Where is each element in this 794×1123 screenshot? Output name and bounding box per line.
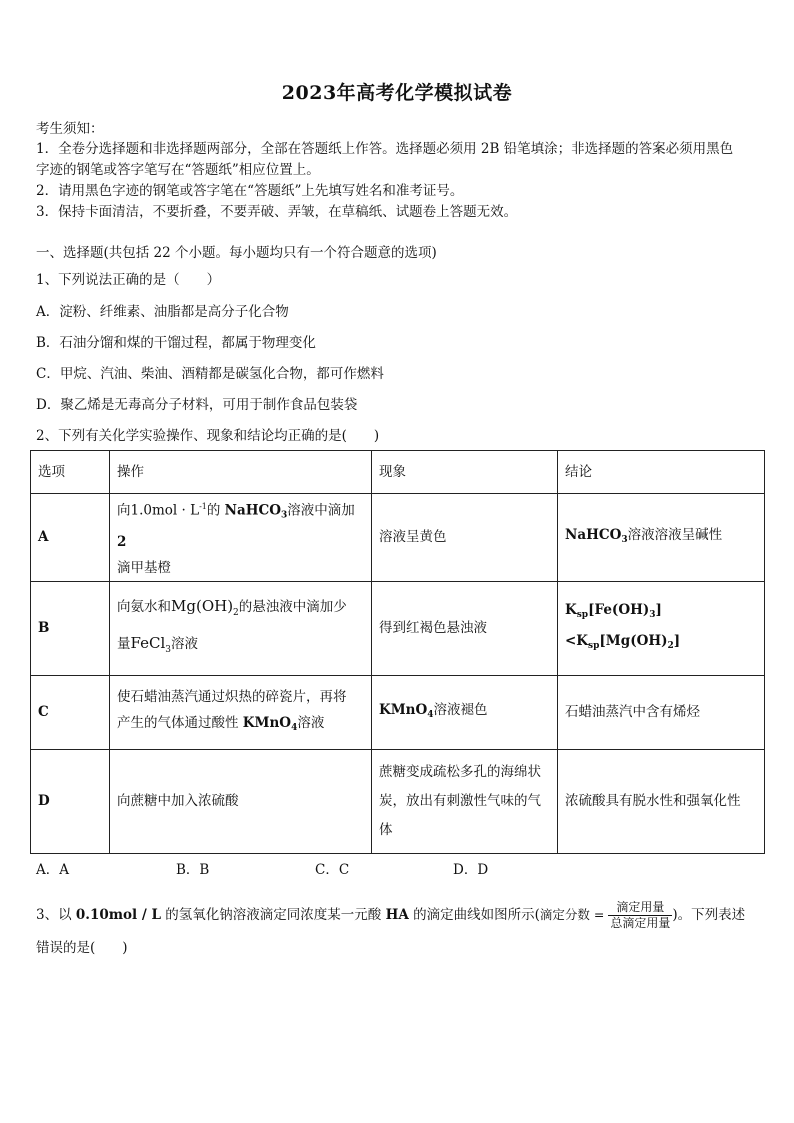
question-2-option-d: D．D [453,862,489,878]
question-1-option-c: C．甲烷、汽油、柴油、酒精都是碳氢化合物，都可作燃料 [36,366,384,382]
row-d-ph-line3: 体 [379,821,393,838]
notice-line-3: 3．保持卡面清洁，不要折叠，不要弄破、弄皱，在草稿纸、试题卷上答题无效。 [36,204,518,220]
table-row-b [31,581,765,675]
row-a-op-sub: 3 [281,510,288,521]
question-2-option-b: B．B [176,862,210,878]
row-b-op-pre: 向氨水和 [117,599,171,615]
section-heading: 一、选择题(共包括 22 个小题。每小题均只有一个符合题意的选项) [36,245,437,261]
table-header-row [31,451,765,494]
q3-mid2: 的滴定曲线如图所示( [408,907,540,923]
row-b-conc-sp1: sp [576,610,589,620]
q3-frac-numerator: 滴定用量 [608,900,672,916]
question-1-option-a: A．淀粉、纤维素、油脂都是高分子化合物 [36,304,289,320]
row-a-conc-sub: 3 [621,534,628,545]
row-c-conclusion: 石蜡油蒸汽中含有烯烃 [558,675,765,749]
notice-line-1b: 字迹的钢笔或答字笔写在“答题纸”相应位置上。 [36,162,320,178]
row-d-phenomenon [372,749,558,853]
row-a-op-num: 2 [117,533,127,550]
q3-frac-denominator: 总滴定用量 [610,916,671,930]
row-b-op-sub: 2 [233,608,239,618]
row-d-ph-line2: 炭，放出有刺激性气味的气 [379,792,541,809]
row-a-op-post: 溶液中滴加 [287,502,355,519]
header-operation: 操作 [110,451,372,494]
row-a-conclusion [558,494,765,582]
row-b-conc-s2: 2 [667,641,674,651]
row-a-conc-chem: NaHCO [565,526,622,543]
q3-conc: 0.10mol / L [75,907,162,923]
row-a-op-pre: 向1.0mol · L [117,502,200,519]
row-a-operation [110,494,372,582]
table-row-a [31,494,765,582]
row-c-op-line1: 使石蜡油蒸汽通过炽热的碎瓷片，再将 [117,688,347,705]
question-1-stem: 1、下列说法正确的是（ ） [36,272,221,288]
row-a-conc-post: 溶液溶液呈碱性 [627,526,723,543]
row-c-op2-sub: 4 [291,722,298,733]
row-b-op2-post: 溶液 [170,636,198,652]
row-b-conc-mid2: ]<K [565,602,662,649]
notice-heading: 考生须知： [36,121,104,137]
exam-title: 2023年高考化学模拟试卷 [281,82,513,104]
question-2-stem: 2、下列有关化学实验操作、现象和结论均正确的是( ) [36,428,380,444]
row-c-op2-post: 溶液 [297,714,325,731]
row-b-conclusion [558,581,765,675]
question-1-option-d: D．聚乙烯是无毒高分子材料，可用于制作食品包装袋 [36,397,358,413]
header-conclusion: 结论 [558,451,765,494]
row-b-op-chem: Mg(OH) [171,597,234,615]
row-b-conc-mid1: [Fe(OH) [588,602,650,618]
row-b-op2-pre: 量 [117,636,131,652]
row-c-ph-chem: KMnO [379,701,428,718]
row-c-ph-post: 溶液褪色 [433,701,488,718]
row-d-label: D [31,749,110,853]
question-1-option-b: B．石油分馏和煤的干馏过程，都属于物理变化 [36,335,316,351]
row-d-ph-line1: 蔗糖变成疏松多孔的海绵状 [379,763,541,780]
row-a-op-line2: 滴甲基橙 [117,559,171,576]
row-c-op2-pre: 产生的气体通过酸性 [117,714,243,731]
row-b-phenomenon: 得到红褐色悬浊液 [372,581,558,675]
q3-acid: HA [385,907,409,923]
row-c-ph-sub: 4 [427,709,434,720]
notice-line-2: 2．请用黑色字迹的钢笔或答字笔在“答题纸”上先填写姓名和准考证号。 [36,183,464,199]
row-a-op-sup: -1 [199,502,207,511]
row-d-conclusion: 浓硫酸具有脱水性和强氧化性 [558,749,765,853]
row-c-operation [110,675,372,749]
row-c-phenomenon [372,675,558,749]
question-3-stem-line2: 错误的是( ) [36,940,128,956]
header-option: 选项 [31,451,110,494]
row-d-operation: 向蔗糖中加入浓硫酸 [110,749,372,853]
row-b-conc-mid3: [Mg(OH) [599,633,668,649]
table-row-c [31,675,765,749]
row-a-op-mid: 的 [206,502,225,519]
q3-frac-label: 滴定分数 = [539,907,609,922]
row-b-conc-end: ] [673,633,681,649]
row-c-op2-chem: KMnO [242,714,292,731]
row-b-conc-sp2: sp [588,641,600,651]
row-b-conc-s3: 3 [649,610,656,620]
q3-post: )。下列表述 [672,907,746,923]
row-b-op2-sub: 3 [165,645,171,655]
row-a-op-chem: NaHCO [224,502,282,519]
q3-fraction [608,900,672,931]
row-a-phenomenon: 溶液呈黄色 [372,494,558,582]
notice-line-1a: 1．全卷分选择题和非选择题两部分，全部在答题纸上作答。选择题必须用 2B 铅笔填涂；非选择题的答案必须用黑色 [36,141,734,157]
row-b-operation [110,581,372,675]
question-2-option-a: A．A [36,862,69,878]
q3-pre: 3、以 [36,907,76,923]
question-2-table [30,450,765,854]
row-b-label: B [31,581,110,675]
table-row-d [31,749,765,853]
row-b-conc-k1: K [565,602,577,618]
row-b-op-post: 的悬浊液中滴加少 [238,599,347,615]
header-phenomenon: 现象 [372,451,558,494]
row-b-op2-chem: FeCl [130,634,166,652]
row-a-label: A [31,494,110,582]
row-c-label: C [31,675,110,749]
question-2-option-c: C．C [315,862,350,878]
question-3-stem-line1 [36,900,745,931]
q3-mid: 的氢氧化钠溶液滴定同浓度某一元酸 [161,907,386,923]
